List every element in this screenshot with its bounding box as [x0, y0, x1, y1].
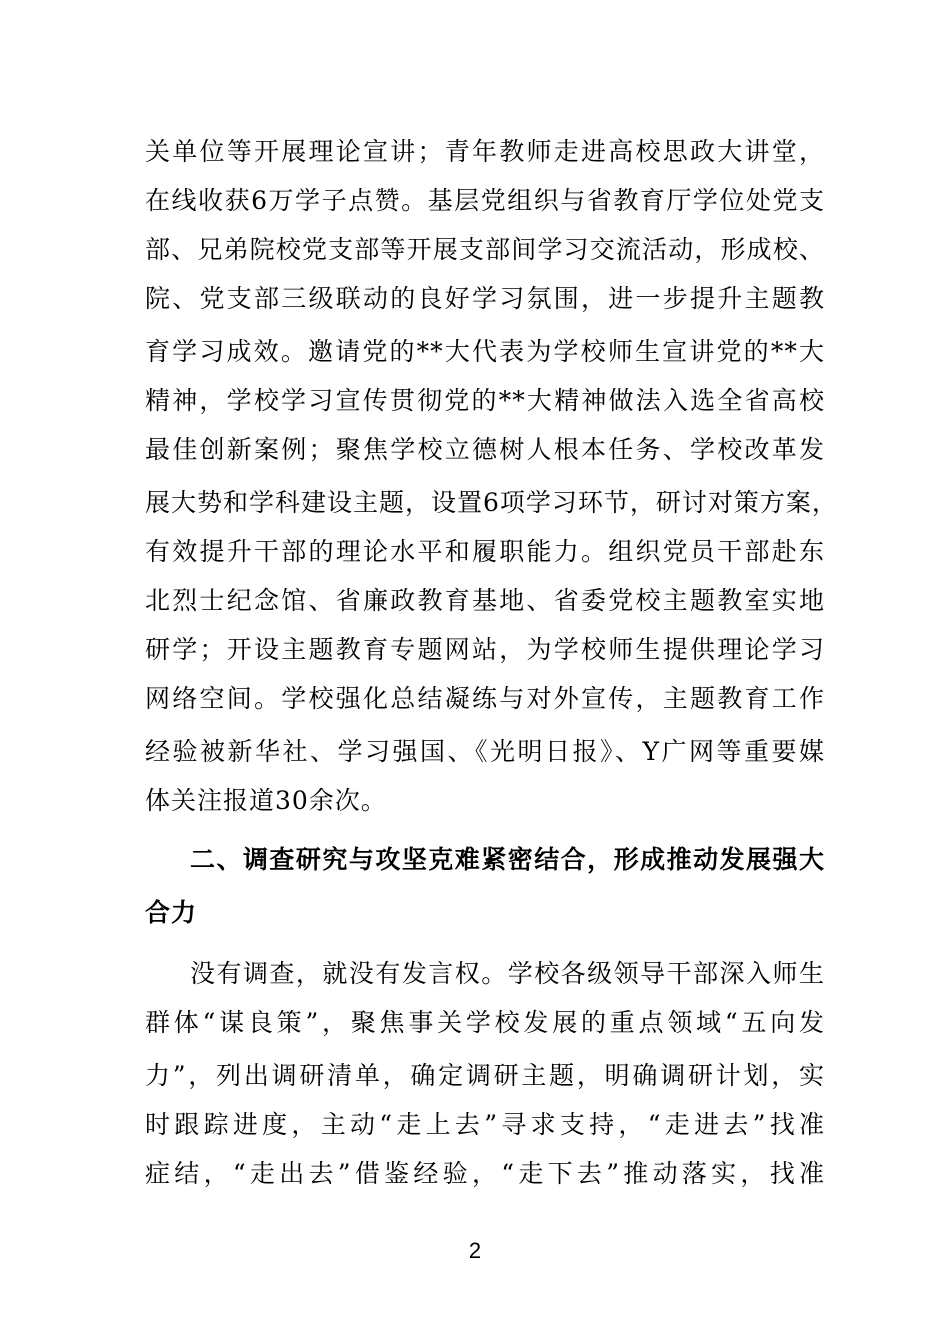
paragraph-line: 症结，“走出去”借鉴经验，“走下去”推动落实，找准 — [145, 1159, 825, 1188]
paragraph-line: 体关注报道30余次。 — [145, 786, 387, 815]
paragraph-line: 网络空间。学校强化总结凝练与对外宣传，主题教育工作 — [145, 684, 825, 713]
paragraph-line: 力”，列出调研清单，确定调研主题，明确调研计划，实 — [145, 1061, 825, 1090]
paragraph-line: 关单位等开展理论宣讲；青年教师走进高校思政大讲堂， — [145, 137, 825, 166]
paragraph-line: 经验被新华社、学习强国、《光明日报》、Y广网等重要媒 — [145, 737, 825, 766]
paragraph-line: 有效提升干部的理论水平和履职能力。组织党员干部赴东 — [145, 537, 825, 566]
paragraph-line: 没有调查，就没有发言权。学校各级领导干部深入师生 — [190, 959, 825, 988]
paragraph-line: 院、党支部三级联动的良好学习氛围，进一步提升主题教 — [145, 284, 825, 313]
paragraph-line: 在线收获6万学子点赞。基层党组织与省教育厅学位处党支 — [145, 186, 825, 215]
paragraph-line: 北烈士纪念馆、省廉政教育基地、省委党校主题教室实地 — [145, 586, 825, 615]
paragraph-line: 群体“谋良策”，聚焦事关学校发展的重点领域“五向发 — [145, 1008, 825, 1037]
paragraph-line: 育学习成效。邀请党的**大代表为学校师生宣讲党的**大 — [145, 337, 825, 366]
paragraph-line: 精神，学校学习宣传贯彻党的**大精神做法入选全省高校 — [145, 386, 825, 415]
section-heading: 合力 — [145, 898, 198, 927]
paragraph-line: 展大势和学科建设主题，设置6项学习环节，研讨对策方案， — [145, 488, 838, 517]
section-heading: 二、调查研究与攻坚克难紧密结合，形成推动发展强大 — [190, 845, 825, 874]
page-number: 2 — [468, 1238, 482, 1263]
paragraph-line: 时跟踪进度，主动“走上去”寻求支持，“走进去”找准 — [145, 1110, 825, 1139]
paragraph-line: 研学；开设主题教育专题网站，为学校师生提供理论学习 — [145, 635, 825, 664]
paragraph-line: 最佳创新案例；聚焦学校立德树人根本任务、学校改革发 — [145, 435, 825, 464]
paragraph-line: 部、兄弟院校党支部等开展支部间学习交流活动，形成校、 — [145, 235, 825, 264]
